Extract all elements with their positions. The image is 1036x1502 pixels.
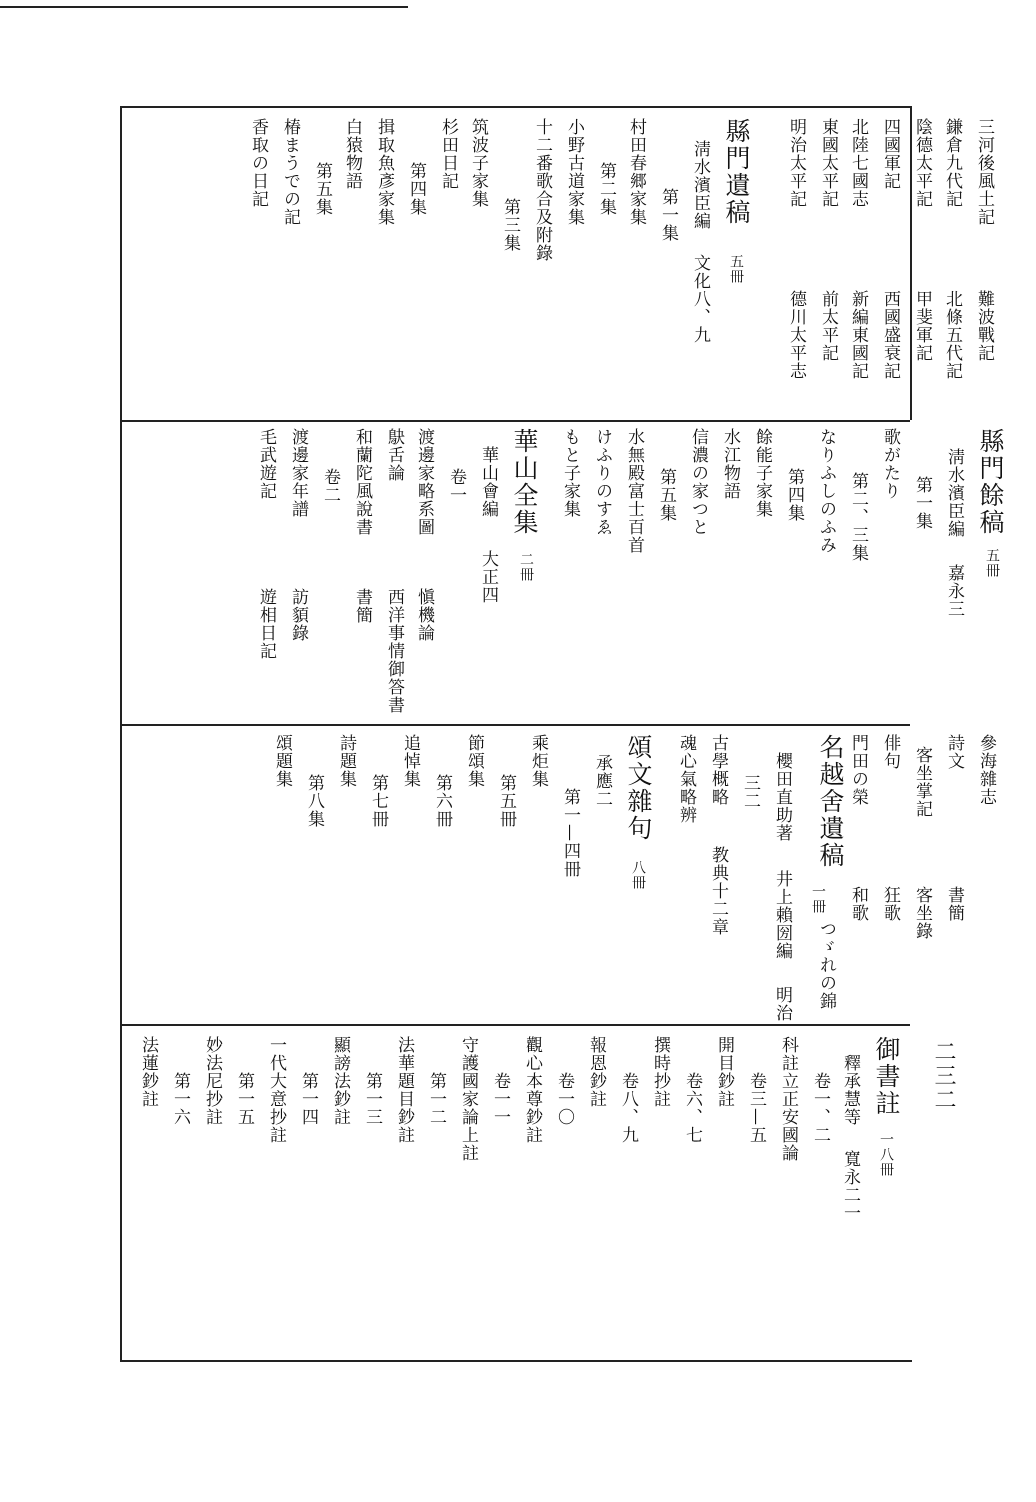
entry-text: 守護國家論上註 [458, 1036, 478, 1162]
entry-text: 水無殿富士百首 [624, 428, 644, 554]
entry-text: 第二、三集 [848, 472, 868, 562]
entry-text: けふりのすゑ [592, 428, 612, 536]
entry-text: 渡邊家年譜 [288, 428, 308, 518]
entry-text: 一代大意抄註 [266, 1036, 286, 1144]
work-title: 頌文雜句 [624, 734, 653, 842]
section-divider [122, 1024, 910, 1026]
entry-text: 歌がたり [880, 428, 900, 500]
entry-text: 五冊 [728, 254, 744, 284]
entry-text: 揖取魚彥家集 [374, 118, 394, 226]
entry-text: 卷一 [446, 468, 466, 504]
entry-text: 鴃舌論 [384, 428, 404, 482]
entry-text: 詩題集 [336, 734, 356, 788]
entry-text: 客坐掌記 [912, 746, 932, 818]
entry-text: 釋承慧等 [840, 1054, 860, 1126]
entry-text: 卷三—五 [746, 1072, 766, 1144]
entry-text: 頌題集 [272, 734, 292, 788]
entry-text: 書簡 [944, 886, 964, 922]
entry-text: 第三集 [500, 198, 520, 252]
entry-text: 德川太平志 [786, 290, 806, 380]
entry-text: 撰時抄註 [650, 1036, 670, 1108]
entry-text: 西洋事情御答書 [384, 588, 404, 714]
entry-text: 觀心本尊鈔註 [522, 1036, 542, 1144]
entry-text: 第四集 [406, 162, 426, 216]
entry-text: 訪䫉錄 [288, 588, 308, 642]
entry-text: 三河後風土記 [974, 118, 994, 226]
entry-text: 俳句 [880, 734, 900, 770]
entry-text: 第一六 [170, 1072, 190, 1126]
entry-text: 井上賴圀編 [772, 870, 792, 960]
entry-text: 卷八、九 [618, 1072, 638, 1144]
entry-text: 追悼集 [400, 734, 420, 788]
entry-text: 報恩鈔註 [586, 1036, 606, 1108]
entry-text: 明治太平記 [786, 118, 806, 208]
entry-text: 前太平記 [818, 290, 838, 362]
entry-text: 第一三 [362, 1072, 382, 1126]
entry-text: 愼機論 [414, 588, 434, 642]
entry-text: 村田春郷家集 [626, 118, 646, 226]
entry-text: 五冊 [984, 548, 1000, 578]
entry-text: 鎌倉九代記 [942, 118, 962, 208]
entry-text: 嘉永三 [944, 564, 964, 618]
entry-text: 法蓮鈔註 [138, 1036, 158, 1108]
entry-text: もと子家集 [560, 428, 580, 518]
entry-text: 餘能子家集 [752, 428, 772, 518]
work-title: 華山全集 [510, 428, 539, 536]
entry-text: 櫻田直助著 [772, 752, 792, 842]
entry-text: 第一四 [298, 1072, 318, 1126]
entry-text: 東國太平記 [818, 118, 838, 208]
entry-text: 卷一〇 [554, 1072, 574, 1126]
entry-text: 客坐錄 [912, 886, 932, 940]
entry-text: 卷六、七 [682, 1072, 702, 1144]
work-title: 縣門遺稿 [722, 118, 751, 226]
entry-text: 十二番歌合及附錄 [532, 118, 552, 262]
entry-text: 第七冊 [368, 774, 388, 828]
entry-text: 第二集 [596, 162, 616, 216]
entry-text: 北條五代記 [942, 290, 962, 380]
section-divider [122, 420, 910, 422]
entry-text: つゞれの錦 [816, 920, 836, 1010]
entry-text: 第八集 [304, 774, 324, 828]
entry-text: 卷二 [320, 468, 340, 504]
entry-text: 科註立正安國論 [778, 1036, 798, 1162]
entry-text: 陰德太平記 [912, 118, 932, 208]
entry-text: 第五集 [656, 468, 676, 522]
work-title: 縣門餘稿 [976, 428, 1005, 536]
entry-text: 參海雜志 [976, 734, 996, 806]
entry-text: 卷一、二 [810, 1072, 830, 1144]
entry-text: 杉田日記 [438, 118, 458, 190]
entry-text: 第五集 [312, 162, 332, 216]
entry-text: 魂心氣略辨 [676, 734, 696, 824]
entry-text: 明治 [772, 986, 792, 1022]
entry-text: 節頌集 [464, 734, 484, 788]
entry-text: 信濃の家つと [688, 428, 708, 536]
entry-text: 妙法尼抄註 [202, 1036, 222, 1126]
entry-text: 和蘭陀風說書 [352, 428, 372, 536]
entry-text: 華山會編 [478, 446, 498, 518]
entry-text: 第一五 [234, 1072, 254, 1126]
entry-text: 四國軍記 [880, 118, 900, 190]
work-title: 御書註 [872, 1036, 901, 1117]
entry-text: 卷一一 [490, 1072, 510, 1126]
entry-text: 開目鈔註 [714, 1036, 734, 1108]
entry-text: 法華題目鈔註 [394, 1036, 414, 1144]
entry-text: 甲斐軍記 [912, 290, 932, 362]
entry-text: 書簡 [352, 588, 372, 624]
entry-text: 椿まうでの記 [280, 118, 300, 226]
entry-text: 第六冊 [432, 774, 452, 828]
entry-text: 第一二 [426, 1072, 446, 1126]
entry-text: 遊相日記 [256, 588, 276, 660]
entry-text: 大正四 [478, 550, 498, 604]
entry-text: 門田の榮 [848, 734, 868, 806]
entry-text: 第一集 [658, 188, 678, 242]
entry-text: 淸水濱臣編 [944, 448, 964, 538]
entry-text: 和歌 [848, 886, 868, 922]
entry-text: 二冊 [518, 552, 534, 582]
entry-text: 乘炬集 [528, 734, 548, 788]
entry-text: 一八冊 [878, 1132, 894, 1177]
entry-text: なりふしのふみ [816, 428, 836, 554]
entry-text: 教典十二章 [708, 846, 728, 936]
entry-text: 渡邊家略系圖 [414, 428, 434, 536]
entry-text: 西國盛衰記 [880, 290, 900, 380]
page-number: 二三二 [931, 1040, 956, 1112]
entry-text: 筑波子家集 [468, 118, 488, 208]
entry-text: 文化八、九 [690, 254, 710, 344]
work-title: 名越舍遺稿 [816, 734, 845, 869]
entry-text: 八冊 [630, 860, 646, 890]
top-rule [0, 6, 408, 8]
entry-text: 三二 [740, 774, 760, 810]
entry-text: 水江物語 [720, 428, 740, 500]
entry-text: 詩文 [944, 734, 964, 770]
entry-text: 顯謗法鈔註 [330, 1036, 350, 1126]
entry-text: 小野古道家集 [564, 118, 584, 226]
entry-text: 第五冊 [496, 774, 516, 828]
entry-text: 白猿物語 [342, 118, 362, 190]
section-divider [122, 724, 910, 726]
entry-text: 古學概略 [708, 734, 728, 806]
entry-text: 狂歌 [880, 886, 900, 922]
entry-text: 北陸七國志 [848, 118, 868, 208]
entry-text: 第四集 [784, 468, 804, 522]
entry-text: 新編東國記 [848, 290, 868, 380]
entry-text: 難波戰記 [974, 290, 994, 362]
entry-text: 承應二 [592, 754, 612, 808]
entry-text: 香取の日記 [248, 118, 268, 208]
entry-text: 第一—四冊 [560, 788, 580, 878]
entry-text: 寬永二一 [840, 1150, 860, 1222]
entry-text: 淸水濱臣編 [690, 140, 710, 230]
entry-text: 毛武遊記 [256, 428, 276, 500]
entry-text: 第一集 [912, 476, 932, 530]
entry-text: 一冊 [810, 884, 826, 914]
